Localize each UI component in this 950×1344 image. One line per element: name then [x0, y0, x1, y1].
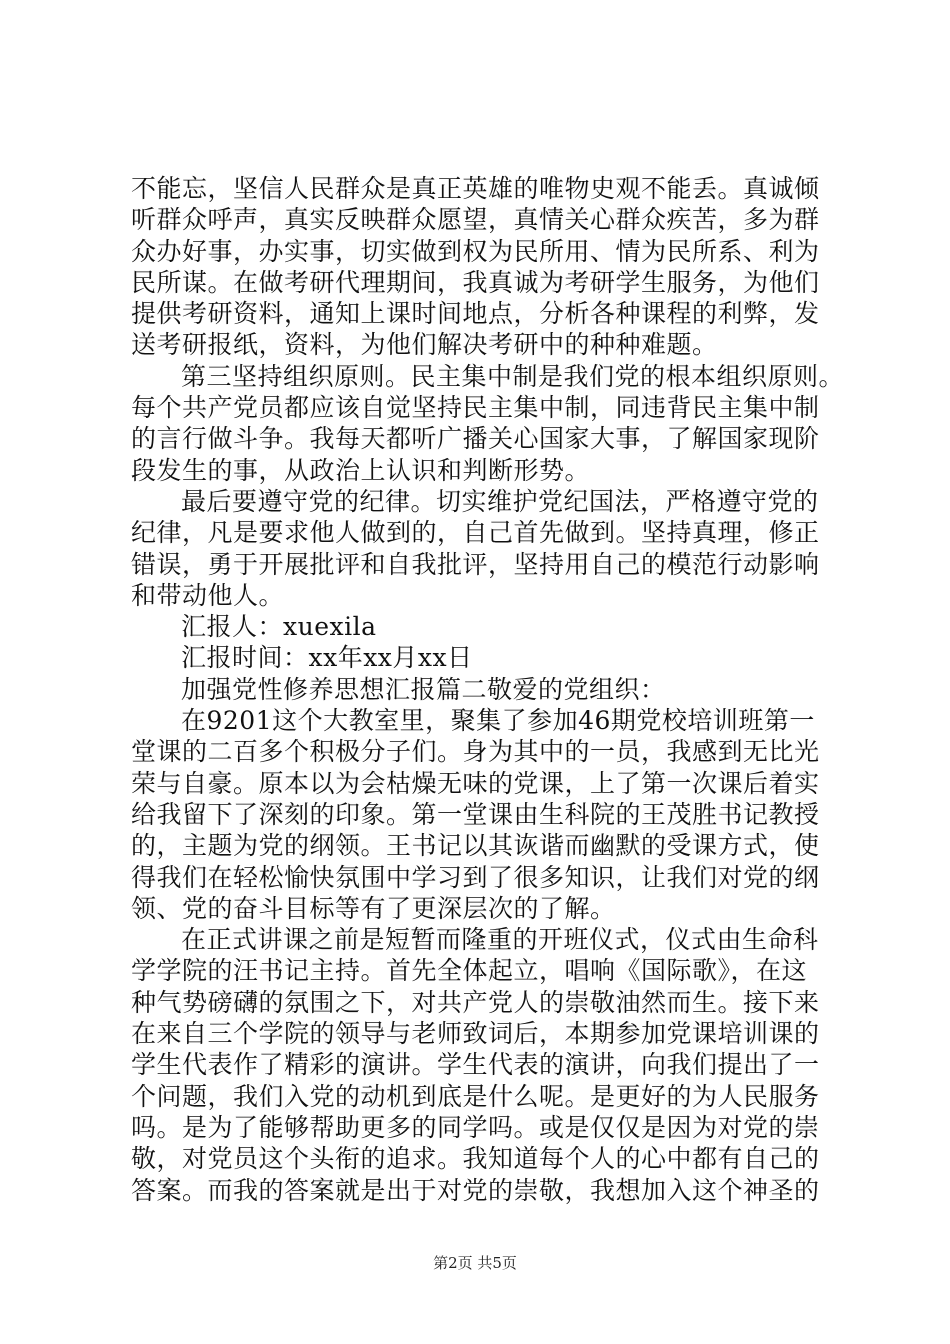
text-line: 答案。而我的答案就是出于对党的崇敬，我想加入这个神圣的 — [131, 1175, 820, 1205]
text-line: 学学院的汪书记主持。首先全体起立，唱响《国际歌》，在这 — [131, 956, 808, 986]
text-line: 汇报人：xuexila — [181, 612, 377, 642]
page-footer: 第2页 共5页 — [433, 1254, 517, 1272]
text-line: 听群众呼声，真实反映群众愿望，真情关心群众疾苦，多为群 — [131, 205, 820, 235]
text-line: 第三坚持组织原则。民主集中制是我们党的根本组织原则。 — [181, 361, 845, 391]
text-line: 敬，对党员这个头衔的追求。我知道每个人的心中都有自己的 — [131, 1144, 820, 1174]
text-line: 和带动他人。 — [131, 580, 285, 610]
text-line: 错误，勇于开展批评和自我批评，坚持用自己的模范行动影响 — [131, 549, 820, 579]
text-line: 的，主题为党的纲领。王书记以其诙谐而幽默的受课方式，使 — [131, 831, 820, 861]
text-line: 汇报时间：xx年xx月xx日 — [181, 643, 473, 673]
text-line: 在9201这个大教室里，聚集了参加46期党校培训班第一 — [181, 706, 815, 736]
text-line: 领、党的奋斗目标等有了更深层次的了解。 — [131, 893, 616, 923]
text-line: 个问题，我们入党的动机到底是什么呢。是更好的为人民服务 — [131, 1081, 820, 1111]
text-line: 学生代表作了精彩的演讲。学生代表的演讲，向我们提出了一 — [131, 1050, 820, 1080]
text-line: 的言行做斗争。我每天都听广播关心国家大事，了解国家现阶 — [131, 424, 820, 454]
text-line: 纪律，凡是要求他人做到的，自己首先做到。坚持真理，修正 — [131, 518, 820, 548]
text-line: 最后要遵守党的纪律。切实维护党纪国法，严格遵守党的 — [181, 486, 819, 516]
text-line: 荣与自豪。原本以为会枯燥无味的党课，上了第一次课后着实 — [131, 768, 820, 798]
text-line: 得我们在轻松愉快氛围中学习到了很多知识，让我们对党的纲 — [131, 862, 820, 892]
text-line: 种气势磅礴的氛围之下，对共产党人的崇敬油然而生。接下来 — [131, 987, 820, 1017]
text-line: 加强党性修养思想汇报篇二敬爱的党组织： — [181, 674, 666, 704]
text-line: 民所谋。在做考研代理期间，我真诚为考研学生服务，为他们 — [131, 267, 820, 297]
text-line: 提供考研资料，通知上课时间地点，分析各种课程的利弊，发 — [131, 299, 820, 329]
text-line: 给我留下了深刻的印象。第一堂课由生科院的王茂胜书记教授 — [131, 799, 820, 829]
document-body — [131, 173, 845, 1206]
text-line: 每个共产党员都应该自觉坚持民主集中制，同违背民主集中制 — [131, 393, 820, 423]
text-line: 段发生的事，从政治上认识和判断形势。 — [131, 455, 591, 485]
text-line: 不能忘，坚信人民群众是真正英雄的唯物史观不能丢。真诚倾 — [131, 174, 820, 203]
text-line: 众办好事，办实事，切实做到权为民所用、情为民所系、利为 — [131, 236, 820, 266]
text-line: 吗。是为了能够帮助更多的同学吗。或是仅仅是因为对党的崇 — [131, 1112, 820, 1142]
text-line: 在来自三个学院的领导与老师致词后，本期参加党课培训课的 — [131, 1019, 820, 1049]
text-line: 堂课的二百多个积极分子们。身为其中的一员，我感到无比光 — [131, 737, 820, 767]
text-line: 送考研报纸，资料，为他们解决考研中的种种难题。 — [131, 330, 718, 360]
text-line: 在正式讲课之前是短暂而隆重的开班仪式，仪式由生命科 — [181, 925, 819, 955]
